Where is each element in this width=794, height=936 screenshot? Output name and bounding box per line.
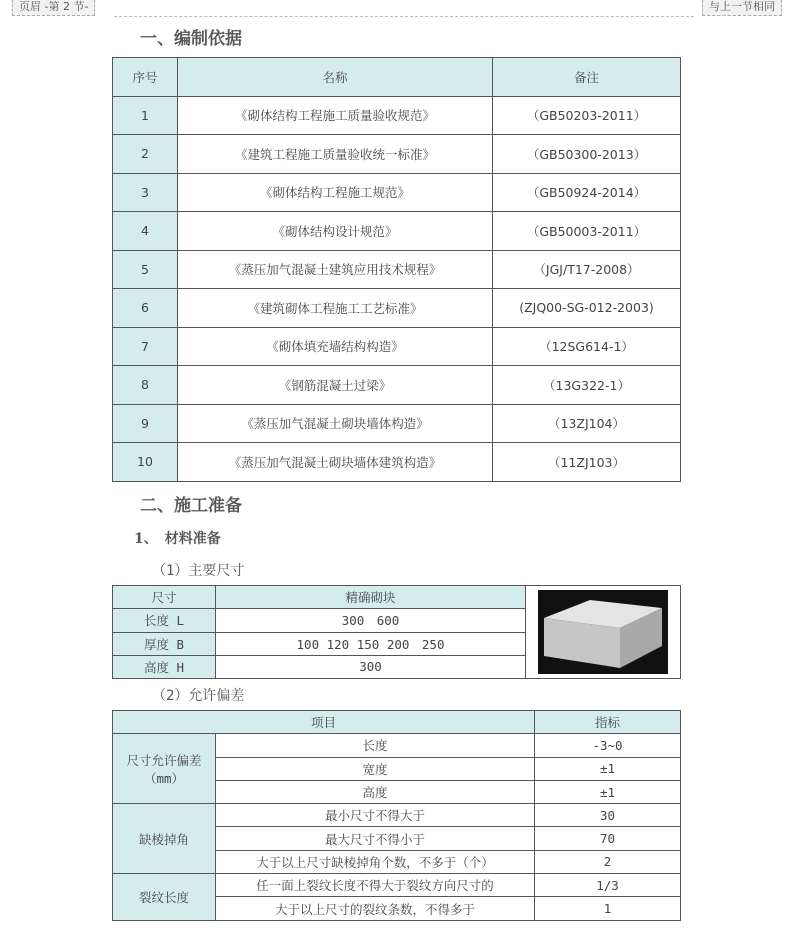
table-header-row [113, 586, 681, 609]
tol-item: 大于以上尺寸的裂纹条数，不得多于 [216, 897, 535, 920]
size-row-label: 厚度 B [113, 632, 216, 655]
row-name: 《建筑砌体工程施工工艺标准》 [178, 289, 493, 328]
table-header-row [113, 58, 681, 97]
tol-head-item: 项目 [113, 711, 535, 734]
size-row-value: 100 120 150 200 250 [216, 632, 526, 655]
size-head-value: 精确砌块 [216, 586, 526, 609]
row-name: 《建筑工程施工质量验收统一标准》 [178, 135, 493, 174]
subsection-title-tolerance: （2）允许偏差 [152, 688, 245, 704]
tol-value: -3~0 [535, 734, 681, 757]
table-row [113, 135, 681, 174]
block-image-cell [526, 586, 681, 679]
table-row [113, 734, 681, 757]
tol-value: 70 [535, 827, 681, 850]
row-name: 《蒸压加气混凝土砌块墙体构造》 [178, 404, 493, 443]
header-divider [114, 16, 694, 17]
row-note: (ZJQ00-SG-012-2003) [493, 289, 681, 328]
tolerance-table [112, 710, 681, 921]
row-no: 4 [113, 212, 178, 251]
tol-value: 1/3 [535, 874, 681, 897]
row-no: 3 [113, 173, 178, 212]
row-no: 2 [113, 135, 178, 174]
tol-item: 最大尺寸不得小于 [216, 827, 535, 850]
tol-item: 宽度 [216, 757, 535, 780]
header-same-as-previous-tag: 与上一节相同 [702, 0, 782, 16]
row-name: 《砌体填充墙结构构造》 [178, 327, 493, 366]
tol-group-corner: 缺棱掉角 [113, 804, 216, 874]
row-no: 10 [113, 443, 178, 482]
row-name: 《砌体结构设计规范》 [178, 212, 493, 251]
size-row-label: 长度 L [113, 609, 216, 632]
table-row [113, 327, 681, 366]
subsection-title-materials: 1、 材料准备 [134, 531, 221, 547]
table-row [113, 804, 681, 827]
table-row [113, 443, 681, 482]
header-section-tag: 页眉 -第 2 节- [12, 0, 95, 16]
row-no: 1 [113, 96, 178, 135]
size-head-label: 尺寸 [113, 586, 216, 609]
subsection-title-main-sizes: （1）主要尺寸 [152, 563, 245, 579]
tol-group-size: 尺寸允许偏差（mm） [113, 734, 216, 804]
size-row-value: 300 [216, 655, 526, 678]
section-title-basis: 一、编制依据 [140, 29, 242, 49]
tol-value: 2 [535, 850, 681, 873]
row-no: 5 [113, 250, 178, 289]
row-note: （13ZJ104） [493, 404, 681, 443]
tol-item: 大于以上尺寸缺棱掉角个数，不多于（个） [216, 850, 535, 873]
table-row [113, 96, 681, 135]
tol-head-index: 指标 [535, 711, 681, 734]
table-row [113, 173, 681, 212]
row-no: 6 [113, 289, 178, 328]
row-note: （GB50924-2014） [493, 173, 681, 212]
size-row-label: 高度 H [113, 655, 216, 678]
row-name: 《蒸压加气混凝土砌块墙体建筑构造》 [178, 443, 493, 482]
aerated-concrete-block-image [538, 590, 668, 674]
row-note: （12SG614-1） [493, 327, 681, 366]
basis-table [112, 57, 681, 482]
size-table [112, 585, 681, 679]
row-note: （13G322-1） [493, 366, 681, 405]
tol-item: 任一面上裂纹长度不得大于裂纹方向尺寸的 [216, 874, 535, 897]
table-row [113, 250, 681, 289]
size-row-value: 300 600 [216, 609, 526, 632]
table-row [113, 212, 681, 251]
table-row [113, 289, 681, 328]
tol-value: 30 [535, 804, 681, 827]
row-name: 《钢筋混凝土过梁》 [178, 366, 493, 405]
tol-value: 1 [535, 897, 681, 920]
tol-item: 长度 [216, 734, 535, 757]
table-row [113, 404, 681, 443]
table-row [113, 874, 681, 897]
table-row [113, 366, 681, 405]
row-note: （GB50003-2011） [493, 212, 681, 251]
tol-group-crack: 裂纹长度 [113, 874, 216, 921]
row-name: 《砌体结构工程施工质量验收规范》 [178, 96, 493, 135]
row-note: （11ZJ103） [493, 443, 681, 482]
row-name: 《砌体结构工程施工规范》 [178, 173, 493, 212]
tol-item: 高度 [216, 780, 535, 803]
row-no: 8 [113, 366, 178, 405]
column-header-no: 序号 [113, 58, 178, 97]
tol-item: 最小尺寸不得大于 [216, 804, 535, 827]
table-header-row [113, 711, 681, 734]
column-header-note: 备注 [493, 58, 681, 97]
tol-value: ±1 [535, 780, 681, 803]
row-name: 《蒸压加气混凝土建筑应用技术规程》 [178, 250, 493, 289]
row-no: 7 [113, 327, 178, 366]
section-title-preparation: 二、施工准备 [140, 496, 242, 516]
column-header-name: 名称 [178, 58, 493, 97]
row-note: （GB50203-2011） [493, 96, 681, 135]
row-no: 9 [113, 404, 178, 443]
tol-value: ±1 [535, 757, 681, 780]
row-note: （JGJ/T17-2008） [493, 250, 681, 289]
row-note: （GB50300-2013） [493, 135, 681, 174]
